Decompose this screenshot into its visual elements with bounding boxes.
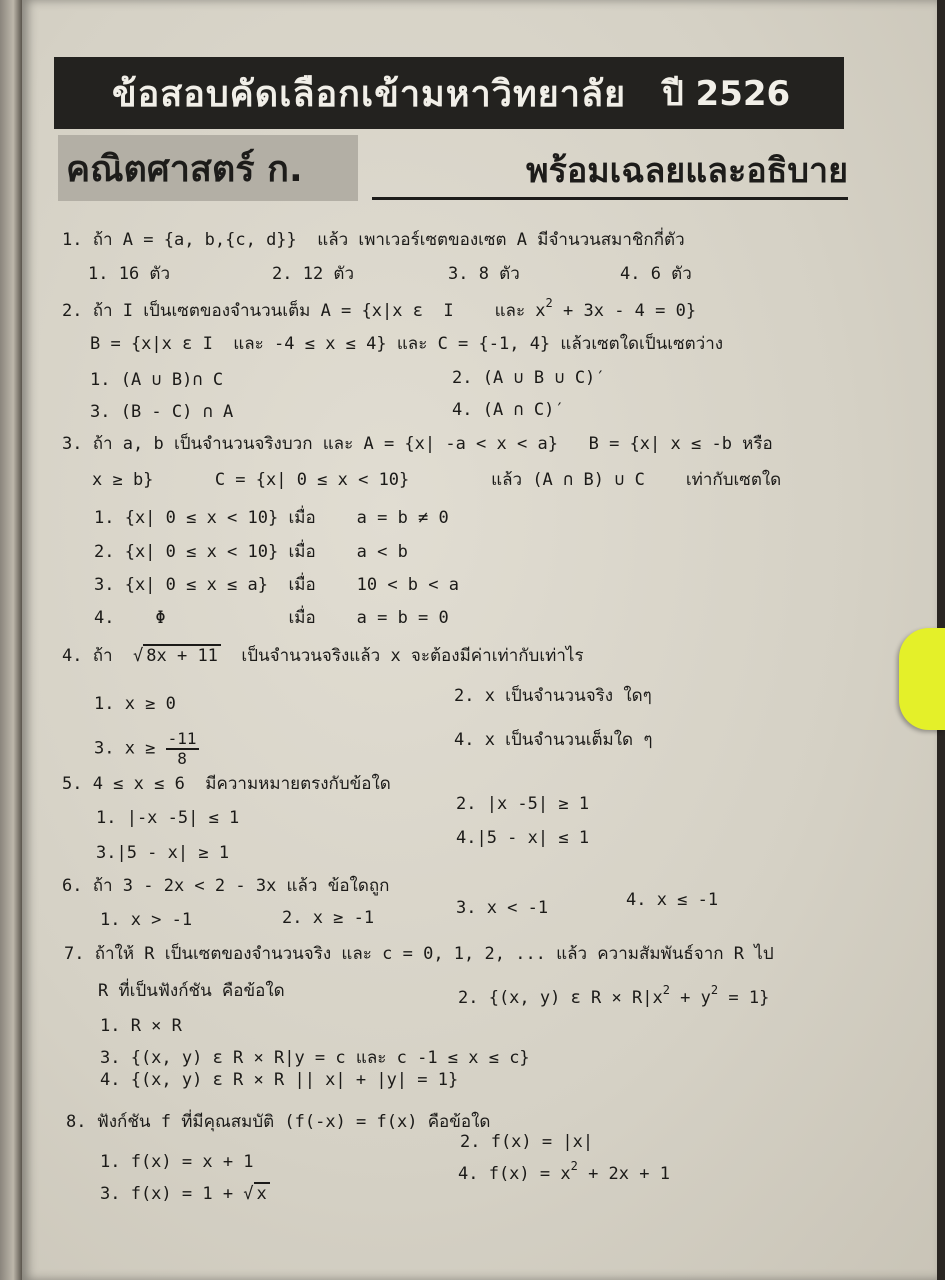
subtitle: พร้อมเฉลยและอธิบาย (372, 143, 848, 200)
q8-option-3: 3. f(x) = 1 + √ x (100, 1186, 270, 1203)
q6-option-3: 3. x < -1 (456, 898, 549, 918)
question-2-line-2: B = {x|x ε I และ -4 ≤ x ≤ 4} และ C = {-1, 4} แล้วเซตใดเป็นเซตว่าง (90, 334, 724, 354)
question-1: 1. ถ้า A = {a, b,{c, d}} แล้ว เพาเวอร์เซตของเซต A มีจำนวนสมาชิกกี่ตัว (62, 230, 685, 250)
question-2: 2. ถ้า I เป็นเซตของจำนวนเต็ม A = {x|x ε I และ $x^2 + 3x - 4 = 0$} (62, 296, 697, 321)
sqrt-expression: √ x (243, 1186, 270, 1203)
question-7: 7. ถ้าให้ R เป็นเซตของจำนวนจริง และ c = 0, 1, 2, ... แล้ว ความสัมพันธ์จาก R ไป (64, 944, 774, 964)
question-7-line-2: R ที่เป็นฟังก์ชัน คือข้อใด (98, 981, 285, 1001)
q5-option-4: 4.|5 - x| ≤ 1 (456, 828, 590, 848)
question-3: 3. ถ้า a, b เป็นจำนวนจริงบวก และ A = {x| -a < x < a} B = {x| x ≤ -b หรือ (62, 434, 773, 454)
question-8: 8. ฟังก์ชัน f ที่มีคุณสมบัติ (f(-x) = f(x) คือข้อใด (66, 1112, 491, 1132)
q3-option-4: 4. Φ เมื่อ a = b = 0 (94, 608, 449, 628)
q7-option-3: 3. {(x, y) ε R × R|y = c และ c -1 ≤ x ≤ c} (100, 1048, 530, 1068)
q8-option-4: 4. $f(x) = x^2 + 2x + 1$ (458, 1159, 670, 1184)
q2-option-1: 1. (A ∪ B)∩ C (90, 370, 224, 390)
question-4: 4. ถ้า √ 8x + 11 เป็นจำนวนจริงแล้ว x จะต้องมีค่าเท่ากับเท่าไร (62, 646, 584, 666)
q2-option-2: 2. (A ∪ B ∪ C)′ (452, 368, 606, 388)
q6-option-1: 1. x > -1 (100, 910, 193, 930)
exam-year: ปี 2526 (662, 74, 791, 114)
subject-label: คณิตศาสตร์ ก. (58, 135, 358, 201)
q7-option-2: 2. {(x, y) ε $R \times R|x^2 + y^2 = 1$} (458, 983, 770, 1008)
q5-option-3: 3.|5 - x| ≥ 1 (96, 843, 230, 863)
q5-option-2: 2. |x -5| ≥ 1 (456, 794, 590, 814)
q4-option-2: 2. x เป็นจำนวนจริง ใดๆ (454, 686, 652, 706)
sqrt-expression: √ 8x + 11 (133, 648, 221, 665)
question-5: 5. 4 ≤ x ≤ 6 มีความหมายตรงกับข้อใด (62, 774, 391, 794)
q3-option-3: 3. {x| 0 ≤ x ≤ a} เมื่อ 10 < b < a (94, 575, 459, 595)
fraction: $\frac{-11}{8}$ (167, 729, 197, 768)
q4-option-1: 1. x ≥ 0 (94, 694, 176, 714)
q5-option-1: 1. |-x -5| ≤ 1 (96, 808, 240, 828)
q1-option-3: 3. 8 ตัว (448, 264, 520, 284)
q3-option-2: 2. {x| 0 ≤ x < 10} เมื่อ a < b (94, 542, 408, 562)
q6-option-2: 2. x ≥ -1 (282, 908, 375, 928)
q4-option-4: 4. x เป็นจำนวนเต็มใด ๆ (454, 730, 653, 750)
q1-option-2: 2. 12 ตัว (272, 264, 354, 284)
page-title: ข้อสอบคัดเลือกเข้ามหาวิทยาลัย (112, 73, 627, 115)
q1-option-1: 1. 16 ตัว (88, 264, 170, 284)
q8-option-1: 1. f(x) = x + 1 (100, 1152, 254, 1172)
question-6: 6. ถ้า 3 - 2x < 2 - 3x แล้ว ข้อใดถูก (62, 876, 390, 896)
q7-option-1: 1. R × R (100, 1016, 182, 1036)
q1-option-4: 4. 6 ตัว (620, 264, 692, 284)
question-3-line-2: x ≥ b} C = {x| 0 ≤ x < 10} แล้ว (A ∩ B) ∪ C เท่ากับเซตใด (92, 470, 782, 490)
q3-option-1: 1. {x| 0 ≤ x < 10} เมื่อ a = b ≠ 0 (94, 508, 449, 528)
q8-option-2: 2. f(x) = |x| (460, 1132, 594, 1152)
q2-option-3: 3. (B - C) ∩ A (90, 402, 234, 422)
q6-option-4: 4. x ≤ -1 (626, 890, 719, 910)
q4-option-3: 3. x ≥ $\frac{-11}{8}$ (94, 729, 197, 768)
q7-option-4: 4. {(x, y) ε R × R || x| + |y| = 1} (100, 1070, 459, 1090)
q2-option-4: 4. (A ∩ C)′ (452, 400, 565, 420)
